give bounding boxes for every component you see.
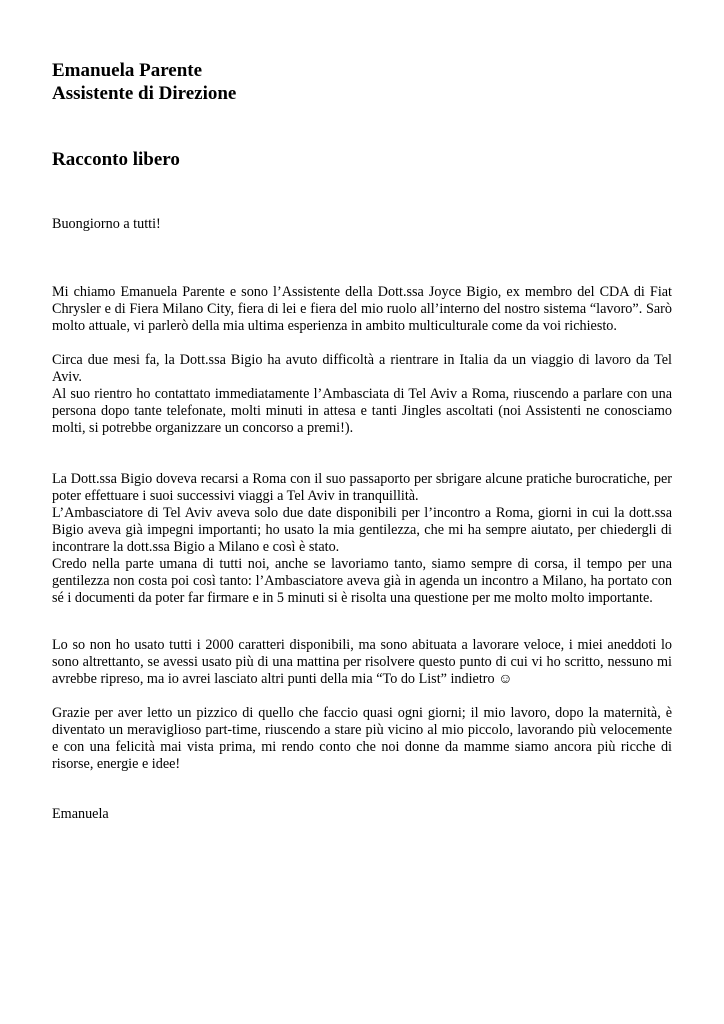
paragraph-context: Circa due mesi fa, la Dott.ssa Bigio ha avuto difficoltà a rientrare in Italia da un viaggio di lavoro da Tel Aviv.: [52, 352, 672, 386]
author-role: Assistente di Direzione: [52, 83, 237, 104]
paragraph-thanks: Grazie per aver letto un pizzico di quello che faccio quasi ogni giorni; il mio lavoro, dopo la maternità, è diventato un meraviglioso part-time, riuscendo a stare più vicino al mio piccolo, lavorando più velocemente e con una felicità mai vista prima, mi rendo conto che noi donne da mamme siamo ancora più ricche di risorse, energie e idee!: [52, 705, 672, 773]
paragraph-introduction: Mi chiamo Emanuela Parente e sono l’Assistente della Dott.ssa Joyce Bigio, ex membro del CDA di Fiat Chrysler e di Fiera Milano City, fiera di lei e fiera del mio ruolo all’interno del nostro sistema “lavoro”. Sarò molto attuale, vi parlerò della mia ultima esperienza in ambito multiculturale come da voi richiesto.: [52, 284, 672, 335]
paragraph-embassy-contact: Al suo rientro ho contattato immediatamente l’Ambasciata di Tel Aviv a Roma, riuscendo a parlare con una persona dopo tante telefonate, molti minuti in attesa e tanti Jingles ascoltati (noi Assistenti ne conosciamo molti, si potrebbe organizzare un concorso a premi!).: [52, 386, 672, 437]
greeting: Buongiorno a tutti!: [52, 216, 161, 232]
paragraph-characters: Lo so non ho usato tutti i 2000 caratteri disponibili, ma sono abituata a lavorare veloce, i miei aneddoti lo sono altrettanto, se avessi usato più di una mattina per risolvere questo punto di cui vi ho scritto, nessuno mi avrebbe ripreso, ma io avrei lasciato altri punti della mia “To do List” indietro ☺: [52, 637, 672, 688]
document-title: Racconto libero: [52, 149, 180, 170]
author-name: Emanuela Parente: [52, 60, 203, 81]
paragraph-rome-trip: La Dott.ssa Bigio doveva recarsi a Roma con il suo passaporto per sbrigare alcune pratiche burocratiche, per poter effettuare i suoi successivi viaggi a Tel Aviv in tranquillità.: [52, 471, 672, 505]
paragraph-ambassador-dates: L’Ambasciatore di Tel Aviv aveva solo due date disponibili per l’incontro a Roma, giorni in cui la dott.ssa Bigio aveva già impegni importanti; ho usato la mia gentilezza, che mi ha sempre aiutato, per chiedergli di incontrare la dott.ssa Bigio a Milano e così è stato.: [52, 505, 672, 556]
signature: Emanuela: [52, 806, 109, 822]
paragraph-kindness: Credo nella parte umana di tutti noi, anche se lavoriamo tanto, siamo sempre di corsa, il tempo per una gentilezza non costa poi così tanto: l’Ambasciatore aveva già in agenda un incontro a Milano, ha portato con sé i documenti da poter far firmare e in 5 minuti si è risolta una questione per me molto molto importante.: [52, 556, 672, 607]
